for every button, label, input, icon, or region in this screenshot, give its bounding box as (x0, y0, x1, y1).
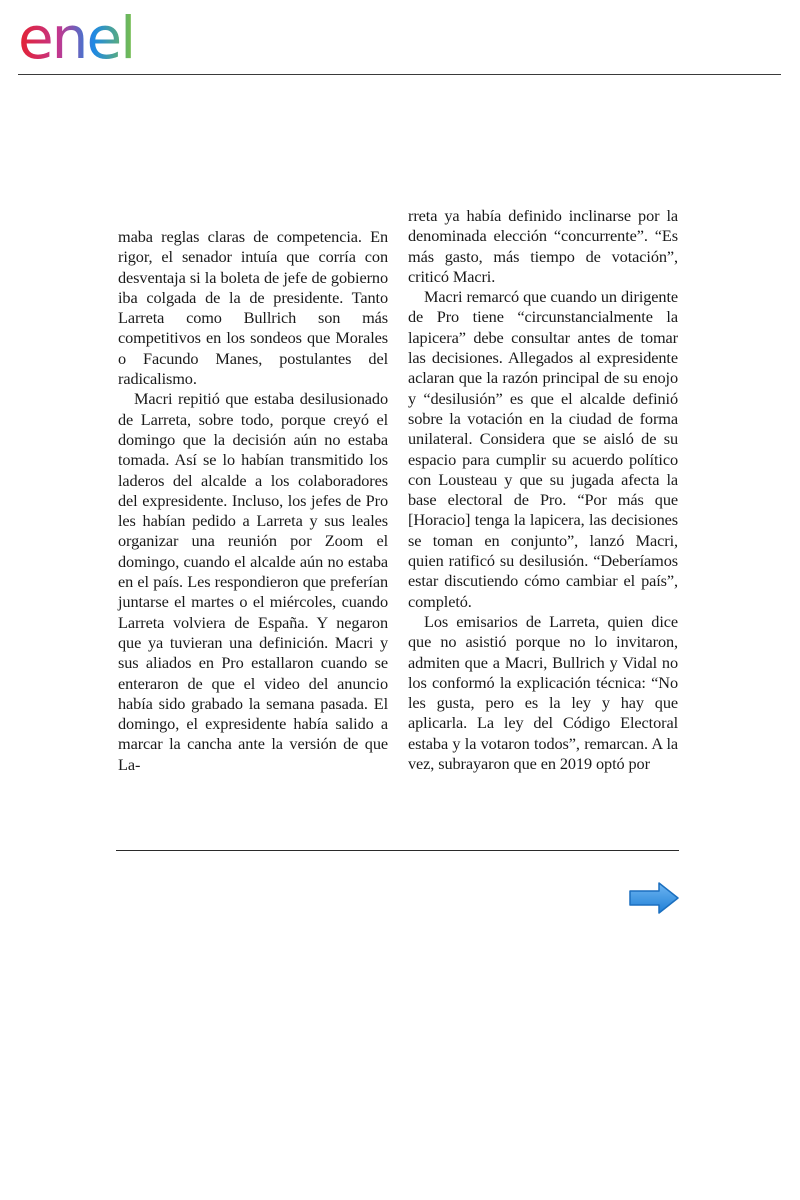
article-column-left (118, 206, 388, 775)
paragraph: rreta ya había definido inclinarse por la denominada elección “concurrente”. “Es más gasto, más tiempo de votación”, criticó Macri. (408, 206, 678, 286)
paragraph: Macri remarcó que cuando un dirigente de Pro tiene “circunstancialmente la lapicera” debe consultar antes de tomar las decisiones. Allegados al expresidente aclaran que la razón principal de su enojo y “desilusión” es que el alcalde definió sobre la votación en la ciudad de forma unilateral. Considera que se aisló de su espacio para cumplir su acuerdo político con Lousteau y que su jugada afecta la base electoral de Pro. “Por más que [Horacio] tenga la lapicera, las decisiones se toman en conjunto”, lanzó Macri, quien ratificó su desilusión. “Deberíamos estar discutiendo cómo cambiar el país”, completó. (408, 287, 678, 611)
paragraph: Los emisarios de Larreta, quien dice que no asistió porque no lo invitaron, admiten que a Macri, Bullrich y Vidal no los conformó la explicación técnica: “No les gusta, pero es la ley y hay que aplicarla. La ley del Código Electoral estaba y la votaron todos”, remarcan. A la vez, subrayaron que en 2019 optó por (408, 611, 678, 774)
enel-logo (16, 4, 186, 66)
paragraph: Macri repitió que estaba desilusionado de Larreta, sobre todo, porque creyó el domingo que la decisión aún no estaba tomada. Así se lo habían transmitido los laderos del alcalde a los colaboradores del expresidente. Incluso, los jefes de Pro les habían pedido a Larreta y sus leales organizar una reunión por Zoom el domingo, cuando el alcalde aún no estaba en el país. Les respondieron que preferían juntarse el martes o el miércoles, cuando Larreta volviera de España. Y negaron que ya tuvieran una definición. Macri y sus aliados en Pro estallaron cuando se enteraron de que el video del anuncio había sido grabado la semana pasada. El domingo, el expresidente había salido a marcar la cancha ante la versión de que La- (118, 389, 388, 774)
logo-text: enel (18, 4, 135, 66)
header-divider (18, 74, 781, 75)
article-bottom-divider (116, 850, 679, 851)
article-column-right (408, 206, 678, 774)
paragraph: maba reglas claras de competencia. En rigor, el senador intuía que corría con desventaja si la boleta de jefe de gobierno iba colgada de la de presidente. Tanto Larreta como Bullrich son más competitivos en los sondeos que Morales o Facundo Manes, postulantes del radicalismo. (118, 227, 388, 389)
arrow-right-icon[interactable] (627, 880, 681, 916)
